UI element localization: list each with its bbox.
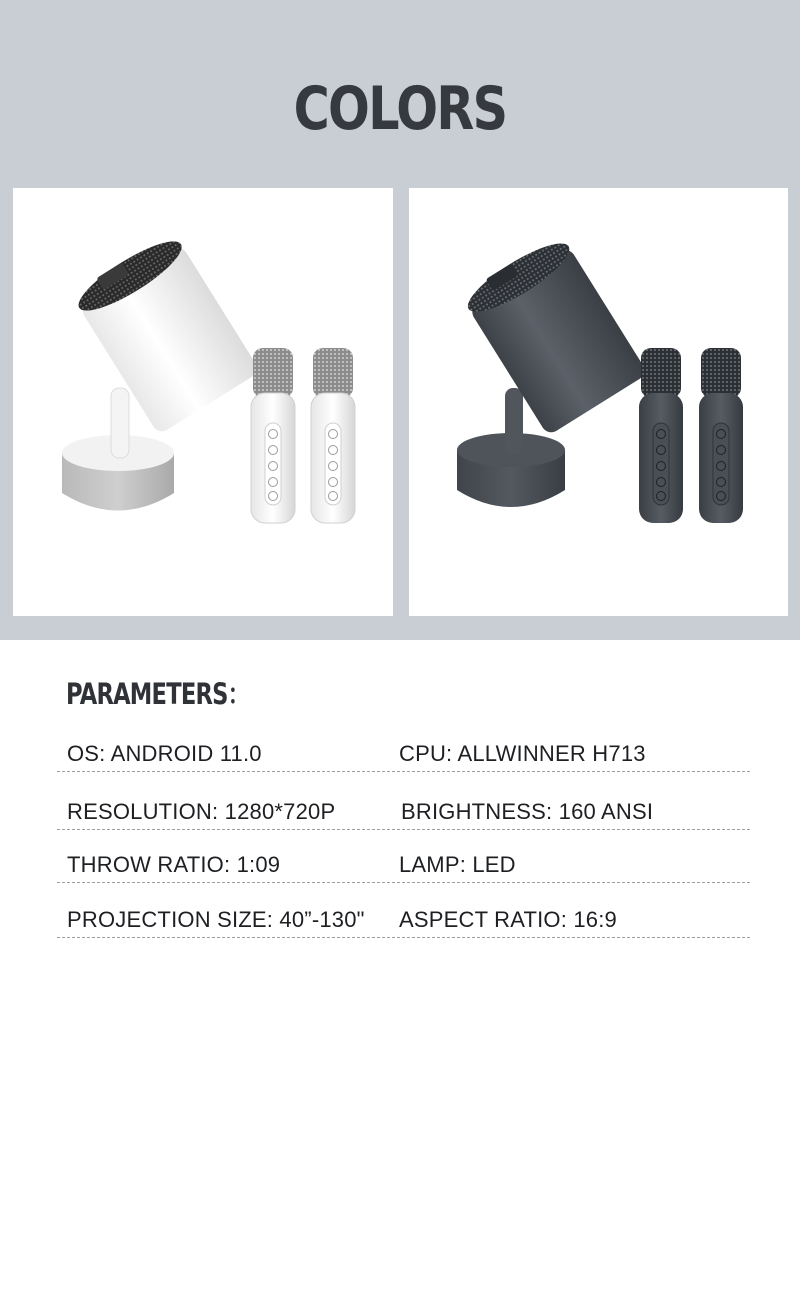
param-row-resolution-brightness (57, 799, 750, 830)
white-mic-1 (251, 348, 295, 523)
param-resolution: RESOLUTION: 1280*720P (67, 799, 336, 824)
param-row-projection-aspect (57, 907, 750, 938)
param-row-throw-lamp (57, 852, 750, 883)
param-cpu: CPU: ALLWINNER H713 (399, 741, 646, 766)
parameters-heading: PARAMETERS： (66, 677, 250, 711)
white-mic-2 (311, 348, 355, 523)
param-projection-size: PROJECTION SIZE: 40”-130" (67, 907, 365, 932)
gray-mic-1 (639, 348, 683, 523)
gray-mic-2 (699, 348, 743, 523)
param-row-os-cpu (57, 741, 750, 772)
white-variant-panel (13, 188, 393, 616)
param-brightness: BRIGHTNESS: 160 ANSI (401, 799, 654, 824)
gray-variant-panel (409, 188, 788, 616)
colors-heading: COLORS (293, 74, 507, 144)
colors-section (0, 0, 800, 640)
param-aspect-ratio: ASPECT RATIO: 16:9 (399, 907, 617, 932)
white-projector-image (13, 188, 393, 616)
param-os: OS: ANDROID 11.0 (67, 741, 262, 766)
gray-projector-image (409, 188, 788, 616)
param-lamp: LAMP: LED (399, 852, 516, 877)
param-throw-ratio: THROW RATIO: 1:09 (67, 852, 281, 877)
